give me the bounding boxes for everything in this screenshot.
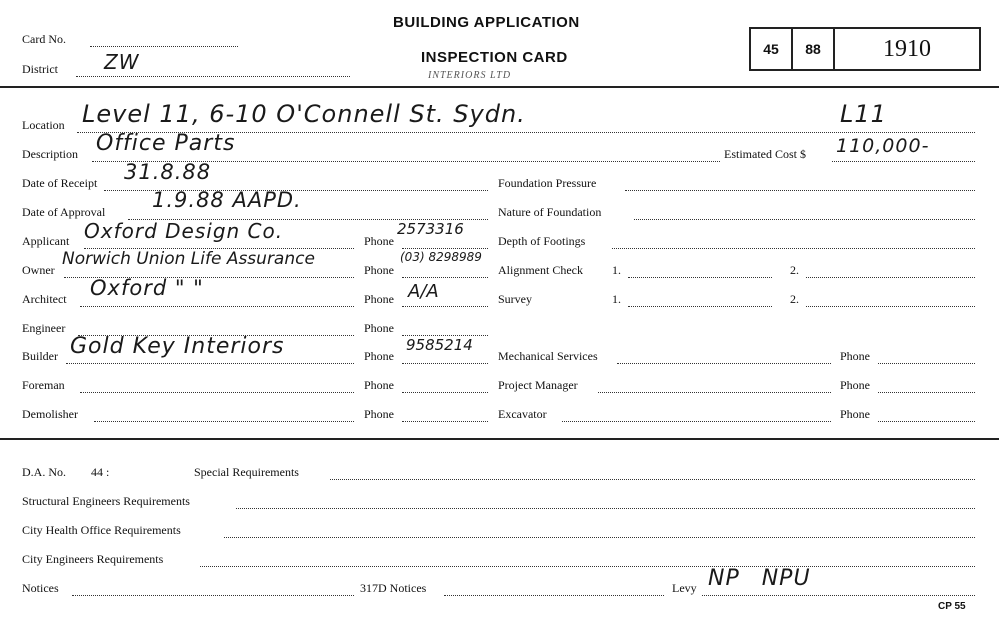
depth-of-footings-field[interactable]	[612, 248, 975, 249]
levy-label: Levy	[672, 581, 697, 595]
project-manager-phone-field[interactable]	[878, 392, 975, 393]
architect-phone-value: A/A	[408, 281, 439, 302]
notices-field[interactable]	[72, 595, 354, 596]
survey-field-2[interactable]	[806, 306, 975, 307]
foundation-pressure-field[interactable]	[625, 190, 975, 191]
card-number-boxes	[749, 27, 981, 71]
builder-field[interactable]	[66, 363, 354, 364]
owner-value: Norwich Union Life Assurance	[62, 249, 315, 269]
estimated-cost-value: 110,000-	[836, 135, 930, 157]
da-no-label: D.A. No.	[22, 465, 66, 479]
demolisher-phone-field[interactable]	[402, 421, 488, 422]
special-requirements-field[interactable]	[330, 479, 975, 480]
survey-label: Survey	[498, 292, 532, 306]
builder-phone-value: 9585214	[406, 336, 473, 354]
applicant-phone-value: 2573316	[397, 220, 464, 238]
foreman-phone-field[interactable]	[402, 392, 488, 393]
excavator-phone-field[interactable]	[878, 421, 975, 422]
box-1910: 1910	[883, 35, 931, 62]
levy-field[interactable]	[702, 595, 975, 596]
notices-317d-field[interactable]	[444, 595, 664, 596]
box-45: 45	[751, 29, 793, 69]
builder-phone-field[interactable]	[402, 363, 488, 364]
builder-value: Gold Key Interiors	[70, 334, 285, 359]
title-line-2: INSPECTION CARD	[421, 49, 568, 66]
box-88: 88	[793, 29, 835, 69]
location-note: L11	[840, 100, 887, 128]
foreman-phone-label: Phone	[364, 378, 394, 392]
engineer-phone-label: Phone	[364, 321, 394, 335]
applicant-label: Applicant	[22, 234, 70, 248]
alignment-check-label: Alignment Check	[498, 263, 583, 277]
owner-phone-value: (03) 8298989	[400, 250, 482, 264]
description-label: Description	[22, 147, 78, 161]
depth-of-footings-label: Depth of Footings	[498, 234, 586, 248]
alignment-check-field-2[interactable]	[806, 277, 975, 278]
owner-phone-label: Phone	[364, 263, 394, 277]
district-field[interactable]	[76, 76, 350, 77]
alignment-check-num-1: 1.	[612, 263, 621, 277]
notices-label: Notices	[22, 581, 59, 595]
date-of-approval-label: Date of Approval	[22, 205, 106, 219]
nature-of-foundation-label: Nature of Foundation	[498, 205, 602, 219]
city-engineers-requirements-field[interactable]	[200, 566, 975, 567]
structural-requirements-label: Structural Engineers Requirements	[22, 494, 190, 508]
date-of-receipt-value: 31.8.88	[124, 160, 212, 184]
mechanical-services-phone-label: Phone	[840, 349, 870, 363]
title-line-1: BUILDING APPLICATION	[393, 14, 580, 31]
architect-phone-label: Phone	[364, 292, 394, 306]
alignment-check-num-2: 2.	[790, 263, 799, 277]
project-manager-phone-label: Phone	[840, 378, 870, 392]
architect-label: Architect	[22, 292, 67, 306]
health-requirements-label: City Health Office Requirements	[22, 523, 181, 537]
applicant-phone-field[interactable]	[402, 248, 488, 249]
estimated-cost-field[interactable]	[832, 161, 975, 162]
demolisher-phone-label: Phone	[364, 407, 394, 421]
form-code: CP 55	[938, 601, 966, 612]
alignment-check-field-1[interactable]	[628, 277, 772, 278]
project-manager-label: Project Manager	[498, 378, 578, 392]
date-of-approval-value: 1.9.88 AAPD.	[152, 188, 302, 212]
health-requirements-field[interactable]	[224, 537, 975, 538]
mechanical-services-label: Mechanical Services	[498, 349, 598, 363]
city-engineers-requirements-label: City Engineers Requirements	[22, 552, 164, 566]
section-divider	[0, 438, 999, 440]
architect-phone-field[interactable]	[402, 306, 488, 307]
district-value: ZW	[104, 50, 140, 74]
header-divider	[0, 86, 999, 88]
foundation-pressure-label: Foundation Pressure	[498, 176, 597, 190]
card-no-label: Card No.	[22, 32, 66, 46]
levy-value: NP NPU	[708, 566, 811, 591]
excavator-label: Excavator	[498, 407, 547, 421]
da-no-value: 44 :	[91, 465, 110, 479]
demolisher-field[interactable]	[94, 421, 354, 422]
foreman-field[interactable]	[80, 392, 354, 393]
foreman-label: Foreman	[22, 378, 65, 392]
survey-field-1[interactable]	[628, 306, 772, 307]
location-label: Location	[22, 118, 65, 132]
interiors-stamp: INTERIORS LTD	[428, 70, 512, 81]
structural-requirements-field[interactable]	[236, 508, 975, 509]
architect-value: Oxford " "	[90, 276, 204, 300]
applicant-value: Oxford Design Co.	[84, 219, 284, 243]
mechanical-services-phone-field[interactable]	[878, 363, 975, 364]
demolisher-label: Demolisher	[22, 407, 78, 421]
description-value: Office Parts	[96, 131, 236, 156]
special-requirements-label: Special Requirements	[194, 465, 299, 479]
excavator-phone-label: Phone	[840, 407, 870, 421]
district-label: District	[22, 62, 58, 76]
survey-num-2: 2.	[790, 292, 799, 306]
engineer-label: Engineer	[22, 321, 66, 335]
location-value: Level 11, 6-10 O'Connell St. Sydn.	[82, 100, 526, 128]
date-of-receipt-label: Date of Receipt	[22, 176, 98, 190]
mechanical-services-field[interactable]	[617, 363, 831, 364]
builder-label: Builder	[22, 349, 58, 363]
nature-of-foundation-field[interactable]	[634, 219, 975, 220]
builder-phone-label: Phone	[364, 349, 394, 363]
architect-field[interactable]	[80, 306, 354, 307]
applicant-phone-label: Phone	[364, 234, 394, 248]
estimated-cost-label: Estimated Cost $	[724, 147, 806, 161]
survey-num-1: 1.	[612, 292, 621, 306]
project-manager-field[interactable]	[598, 392, 831, 393]
card-no-field[interactable]	[90, 46, 238, 47]
owner-phone-field[interactable]	[402, 277, 488, 278]
owner-label: Owner	[22, 263, 55, 277]
notices-317d-label: 317D Notices	[360, 581, 427, 595]
excavator-field[interactable]	[562, 421, 831, 422]
